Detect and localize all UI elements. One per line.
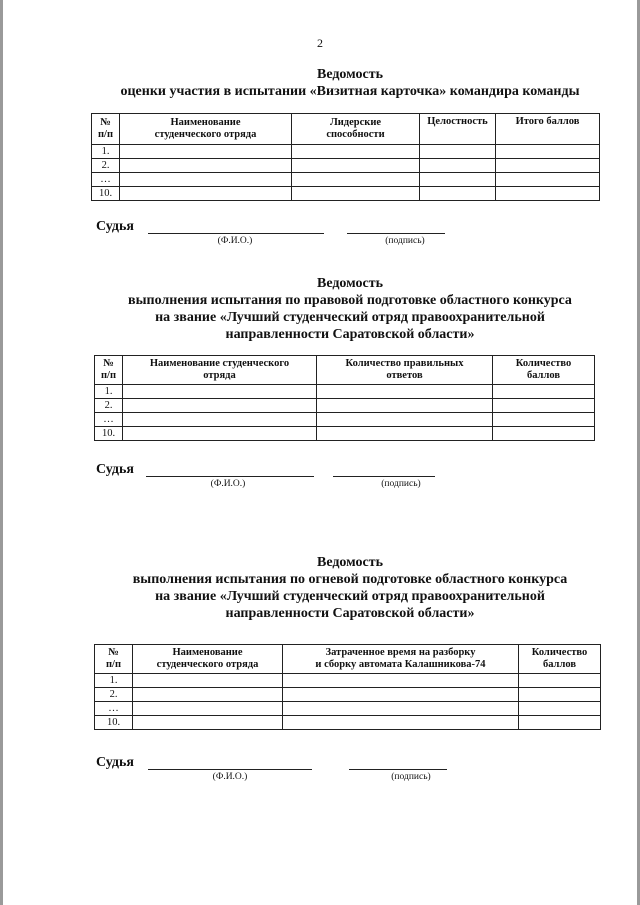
header-points: [519, 645, 601, 674]
total-cell[interactable]: [496, 159, 600, 173]
header-number: [95, 645, 133, 674]
table-header-row: [95, 356, 595, 385]
leadership-cell[interactable]: [292, 159, 420, 173]
table-row: [95, 399, 595, 413]
integrity-cell[interactable]: [420, 145, 496, 159]
judge-signature-line[interactable]: [347, 233, 445, 234]
row-number: …: [95, 702, 133, 716]
header-text: Наименование студенческого отряда: [149, 358, 290, 381]
header-team-name: [120, 114, 292, 145]
header-integrity: [420, 114, 496, 145]
judge-signature-line[interactable]: [349, 769, 447, 770]
integrity-cell[interactable]: [420, 187, 496, 201]
header-text: № п/п: [97, 117, 114, 140]
total-cell[interactable]: [496, 145, 600, 159]
header-total: [496, 114, 600, 145]
header-points: [493, 356, 595, 385]
leadership-cell[interactable]: [292, 145, 420, 159]
points-cell[interactable]: [519, 674, 601, 688]
table-header-row: [95, 645, 601, 674]
header-team-name: [133, 645, 283, 674]
correct-answers-cell[interactable]: [317, 385, 493, 399]
points-cell[interactable]: [519, 716, 601, 730]
assembly-time-cell[interactable]: [283, 688, 519, 702]
row-number: 2.: [95, 399, 123, 413]
correct-answers-cell[interactable]: [317, 413, 493, 427]
header-text: Количество баллов: [515, 358, 572, 381]
section-1-table: [91, 113, 600, 201]
points-cell[interactable]: [493, 399, 595, 413]
team-name-cell[interactable]: [133, 688, 283, 702]
header-leadership: [292, 114, 420, 145]
section-1-title-line: Ведомость: [316, 67, 384, 82]
header-number: [92, 114, 120, 145]
judge-label: Судья: [96, 755, 134, 770]
assembly-time-cell[interactable]: [283, 674, 519, 688]
team-name-cell[interactable]: [133, 702, 283, 716]
header-text: Итого баллов: [515, 116, 580, 127]
judge-name-line[interactable]: [148, 233, 324, 234]
section-3-title-line: выполнения испытания по огневой подготовке областного конкурса: [132, 572, 568, 587]
header-text: № п/п: [105, 647, 122, 670]
points-cell[interactable]: [519, 702, 601, 716]
header-assembly-time: [283, 645, 519, 674]
points-cell[interactable]: [493, 427, 595, 441]
section-2-table: [94, 355, 595, 441]
table-row: [92, 145, 600, 159]
table-row: [95, 427, 595, 441]
points-cell[interactable]: [493, 385, 595, 399]
judge-label: Судья: [96, 219, 134, 234]
leadership-cell[interactable]: [292, 173, 420, 187]
section-1-title: [60, 66, 640, 100]
row-number: 2.: [95, 688, 133, 702]
team-name-cell[interactable]: [120, 159, 292, 173]
team-name-cell[interactable]: [120, 173, 292, 187]
row-number: 1.: [92, 145, 120, 159]
section-3-title: [60, 554, 640, 622]
section-3-title-line: направленности Саратовской области»: [225, 606, 475, 621]
assembly-time-cell[interactable]: [283, 702, 519, 716]
header-correct-answers: [317, 356, 493, 385]
section-2-title-line: выполнения испытания по правовой подготовке областного конкурса: [128, 293, 572, 308]
signature-caption: (подпись): [381, 479, 421, 489]
section-2-title-line: на звание «Лучший студенческий отряд правоохранительной: [155, 310, 545, 325]
row-number: 1.: [95, 385, 123, 399]
row-number: 2.: [92, 159, 120, 173]
points-cell[interactable]: [493, 413, 595, 427]
team-name-cell[interactable]: [133, 716, 283, 730]
team-name-cell[interactable]: [120, 187, 292, 201]
team-name-cell[interactable]: [123, 385, 317, 399]
leadership-cell[interactable]: [292, 187, 420, 201]
name-caption: (Ф.И.О.): [210, 479, 246, 489]
header-team-name: [123, 356, 317, 385]
table-row: [95, 688, 601, 702]
judge-name-line[interactable]: [148, 769, 312, 770]
judge-signature-line[interactable]: [333, 476, 435, 477]
total-cell[interactable]: [496, 187, 600, 201]
header-text: Наименование студенческого отряда: [156, 647, 259, 670]
name-caption: (Ф.И.О.): [212, 772, 248, 782]
table-row: [95, 385, 595, 399]
judge-name-line[interactable]: [146, 476, 314, 477]
row-number: 10.: [95, 427, 123, 441]
table-row: [92, 159, 600, 173]
page-number: 2: [317, 36, 323, 50]
page-left-edge: [0, 0, 3, 905]
name-caption: (Ф.И.О.): [217, 236, 253, 246]
team-name-cell[interactable]: [123, 427, 317, 441]
header-text: Затраченное время на разборку и сборку автомата Калашникова-74: [315, 647, 486, 670]
row-number: 1.: [95, 674, 133, 688]
section-3-table: [94, 644, 601, 730]
table-row: [92, 187, 600, 201]
table-header-row: [92, 114, 600, 145]
table-row: [95, 716, 601, 730]
table-row: [95, 702, 601, 716]
row-number: …: [95, 413, 123, 427]
table-row: [95, 674, 601, 688]
row-number: 10.: [95, 716, 133, 730]
section-1-title-line: оценки участия в испытании «Визитная карточка» командира команды: [120, 84, 580, 99]
header-text: Количество правильных ответов: [345, 358, 464, 381]
section-3-title-line: на звание «Лучший студенческий отряд правоохранительной: [155, 589, 545, 604]
judge-label: Судья: [96, 462, 134, 477]
header-text: Лидерские способности: [326, 117, 385, 140]
header-text: № п/п: [100, 358, 117, 381]
header-text: Наименование студенческого отряда: [154, 117, 257, 140]
header-number: [95, 356, 123, 385]
table-row: [95, 413, 595, 427]
team-name-cell[interactable]: [133, 674, 283, 688]
correct-answers-cell[interactable]: [317, 427, 493, 441]
integrity-cell[interactable]: [420, 159, 496, 173]
signature-caption: (подпись): [391, 772, 431, 782]
section-2-title-line: направленности Саратовской области»: [225, 327, 475, 342]
section-2-title: [60, 275, 640, 343]
header-text: Количество баллов: [531, 647, 588, 670]
table-row: [92, 173, 600, 187]
section-3-title-line: Ведомость: [316, 555, 384, 570]
team-name-cell[interactable]: [123, 413, 317, 427]
team-name-cell[interactable]: [120, 145, 292, 159]
points-cell[interactable]: [519, 688, 601, 702]
signature-caption: (подпись): [385, 236, 425, 246]
correct-answers-cell[interactable]: [317, 399, 493, 413]
header-text: Целостность: [427, 116, 488, 127]
section-2-title-line: Ведомость: [316, 276, 384, 291]
total-cell[interactable]: [496, 173, 600, 187]
team-name-cell[interactable]: [123, 399, 317, 413]
integrity-cell[interactable]: [420, 173, 496, 187]
assembly-time-cell[interactable]: [283, 716, 519, 730]
row-number: …: [92, 173, 120, 187]
row-number: 10.: [92, 187, 120, 201]
